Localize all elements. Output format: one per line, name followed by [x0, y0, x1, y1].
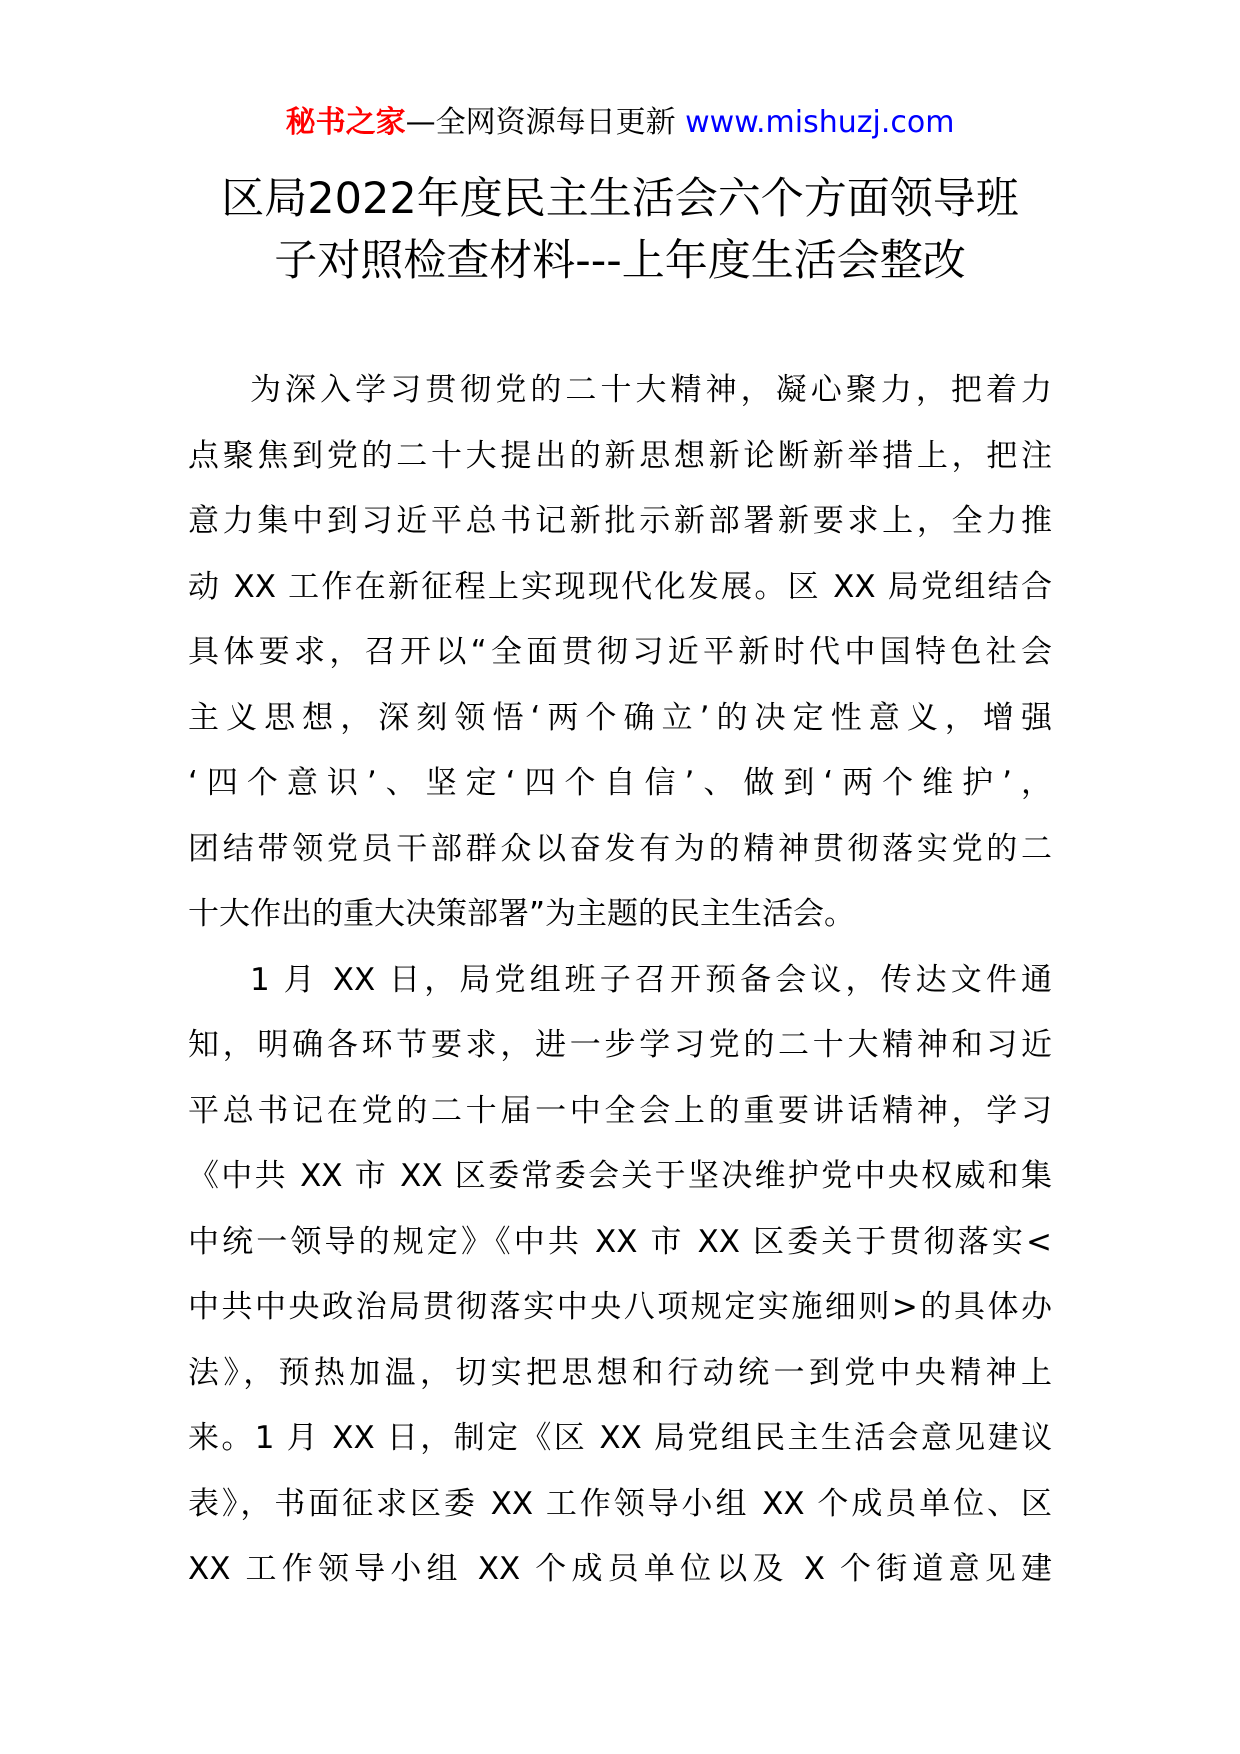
- text-line: 团结带领党员干部群众以奋发有为的精神贯彻落实党的二: [188, 830, 1052, 867]
- text-line: XX 工作领导小组 XX 个成员单位以及 X 个街道意见建: [188, 1551, 1052, 1587]
- paragraph-2: [188, 948, 1052, 1603]
- text-line: 来。1 月 XX 日，制定《区 XX 局党组民主生活会意见建议: [188, 1420, 1052, 1456]
- document-body: [188, 358, 1052, 1603]
- text-line: 表》，书面征求区委 XX 工作领导小组 XX 个成员单位、区: [188, 1485, 1052, 1522]
- site-header: [0, 103, 1240, 143]
- text-line: 《中共 XX 市 XX 区委常委会关于坚决维护党中央权威和集: [188, 1158, 1052, 1194]
- paragraph-1: [188, 358, 1052, 948]
- text-line: 1 月 XX 日，局党组班子召开预备会议，传达文件通: [250, 961, 1052, 998]
- title-line: 子对照检查材料---上年度生活会整改: [274, 236, 966, 286]
- text-line: 动 XX 工作在新征程上实现现代化发展。区 XX 局党组结合: [188, 568, 1052, 605]
- text-line: 具体要求，召开以“全面贯彻习近平新时代中国特色社会: [188, 634, 1052, 670]
- text-line: ‘四个意识’、坚定‘四个自信’、做到‘两个维护’，: [188, 765, 1052, 801]
- text-line: 主义思想，深刻领悟‘两个确立’的决定性意义，增强: [188, 699, 1052, 736]
- text-line: 平总书记在党的二十届一中全会上的重要讲话精神，学习: [188, 1092, 1052, 1129]
- title-line: 区局2022年度民主生活会六个方面领导班: [221, 174, 1019, 224]
- text-line: 点聚焦到党的二十大提出的新思想新论断新举措上，把注: [188, 437, 1052, 474]
- text-line: 法》，预热加温，切实把思想和行动统一到党中央精神上: [188, 1354, 1052, 1391]
- header-slogan: —全网资源每日更新: [405, 105, 676, 140]
- text-line: 为深入学习贯彻党的二十大精神，凝心聚力，把着力: [250, 372, 1052, 408]
- text-line: 中共中央政治局贯彻落实中央八项规定实施细则>的具体办: [188, 1289, 1052, 1325]
- text-line: 十大作出的重大决策部署”为主题的民主生活会。: [188, 896, 856, 932]
- text-line: 知，明确各环节要求，进一步学习党的二十大精神和习近: [188, 1027, 1052, 1063]
- text-line: 中统一领导的规定》《中共 XX 市 XX 区委关于贯彻落实<: [188, 1223, 1052, 1260]
- document-title: [140, 168, 1100, 292]
- text-line: 意力集中到习近平总书记新批示新部署新要求上，全力推: [188, 503, 1052, 539]
- brand-name: 秘书之家: [285, 105, 406, 140]
- site-url-link[interactable]: www.mishuzj.com: [685, 105, 955, 140]
